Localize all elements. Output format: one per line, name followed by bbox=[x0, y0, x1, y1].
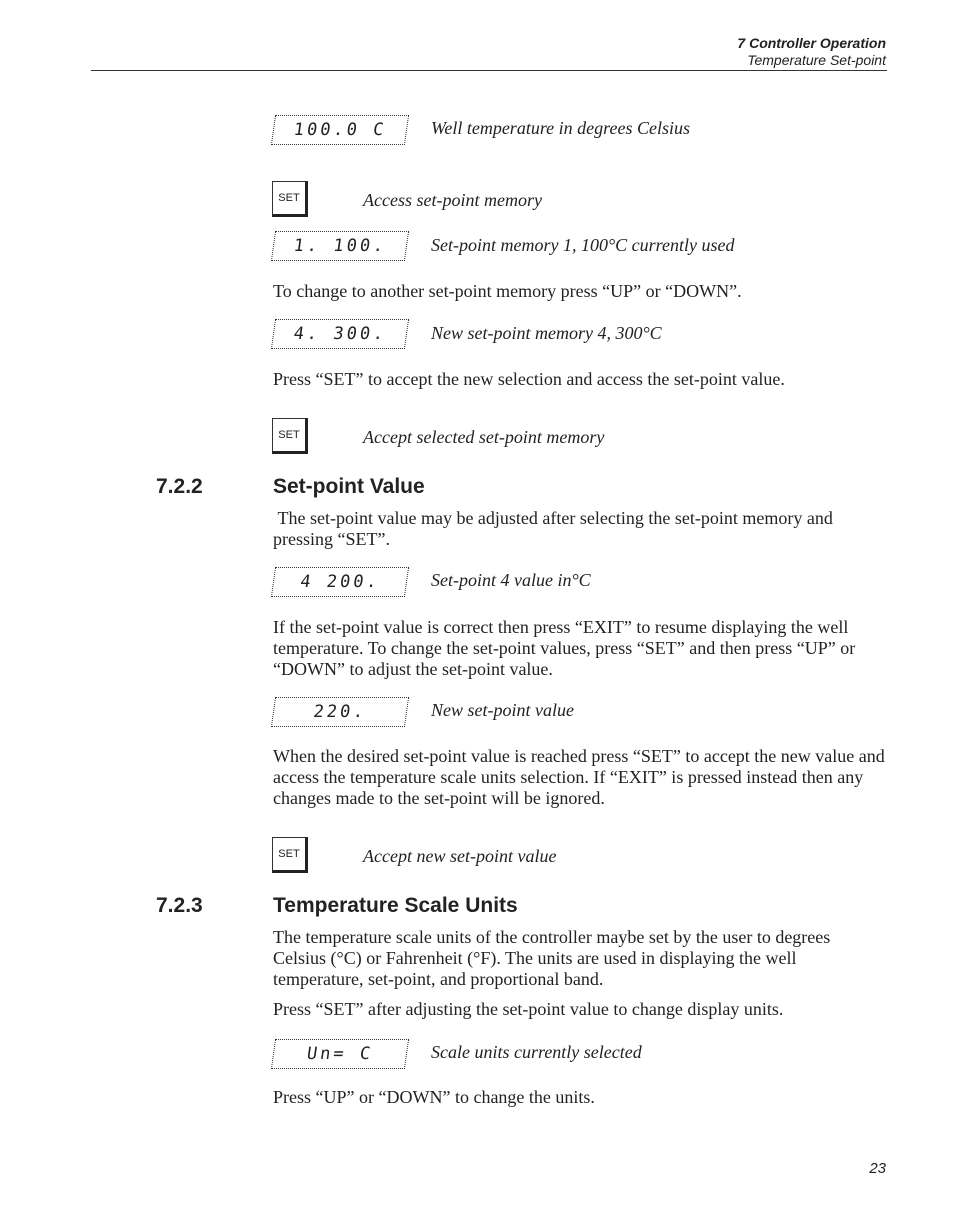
set-key[interactable]: SET bbox=[272, 837, 308, 873]
lcd-display-setpoint-value: 4 200. bbox=[271, 567, 409, 597]
header-rule bbox=[91, 70, 887, 71]
lcd-caption: New set-point value bbox=[431, 700, 574, 720]
chapter-title: 7 Controller Operation bbox=[737, 35, 886, 51]
body-paragraph: To change to another set-point memory press “UP” or “DOWN”. bbox=[273, 281, 742, 301]
lcd-display-setpoint-memory: 1. 100. bbox=[271, 231, 409, 261]
section-heading: Set-point Value bbox=[273, 475, 425, 498]
lcd-caption: Well temperature in degrees Celsius bbox=[431, 118, 690, 138]
key-caption: Accept selected set-point memory bbox=[363, 427, 605, 447]
body-paragraph: Press “SET” after adjusting the set-point value to change display units. bbox=[273, 999, 784, 1019]
section-subtitle: Temperature Set-point bbox=[747, 52, 886, 68]
page-number: 23 bbox=[869, 1160, 886, 1177]
lcd-caption: Set-point 4 value in°C bbox=[431, 570, 591, 590]
lcd-display-new-value: 220. bbox=[271, 697, 409, 727]
lcd-display-new-memory: 4. 300. bbox=[271, 319, 409, 349]
lcd-caption: Set-point memory 1, 100°C currently used bbox=[431, 235, 735, 255]
key-caption: Accept new set-point value bbox=[363, 846, 557, 866]
body-paragraph: When the desired set-point value is reached press “SET” to accept the new value and access the temperature scale units selection. If “EXIT” is pressed instead then any changes made to the set-point will be ignored. bbox=[273, 746, 885, 808]
set-key[interactable]: SET bbox=[272, 181, 308, 217]
set-key[interactable]: SET bbox=[272, 418, 308, 454]
lcd-display-well-temperature: 100.0 C bbox=[271, 115, 409, 145]
section-number: 7.2.2 bbox=[156, 475, 203, 498]
body-paragraph: The temperature scale units of the controller maybe set by the user to degrees Celsius (°C) or Fahrenheit (°F). The units are used in displaying the well temperature, set-point, and proportional band. bbox=[273, 927, 831, 989]
body-paragraph: If the set-point value is correct then press “EXIT” to resume displaying the well temperature. To change the set-point values, press “SET” and then press “UP” or “DOWN” to adjust the set-point value. bbox=[273, 617, 856, 679]
body-paragraph: The set-point value may be adjusted after selecting the set-point memory and pressing “SET”. bbox=[273, 508, 838, 549]
lcd-caption: New set-point memory 4, 300°C bbox=[431, 323, 662, 343]
body-paragraph: Press “UP” or “DOWN” to change the units. bbox=[273, 1087, 595, 1107]
section-heading: Temperature Scale Units bbox=[273, 894, 518, 917]
lcd-caption: Scale units currently selected bbox=[431, 1042, 642, 1062]
key-caption: Access set-point memory bbox=[363, 190, 542, 210]
body-paragraph: Press “SET” to accept the new selection and access the set-point value. bbox=[273, 369, 785, 389]
section-number: 7.2.3 bbox=[156, 894, 203, 917]
lcd-display-scale-units: Un= C bbox=[271, 1039, 409, 1069]
